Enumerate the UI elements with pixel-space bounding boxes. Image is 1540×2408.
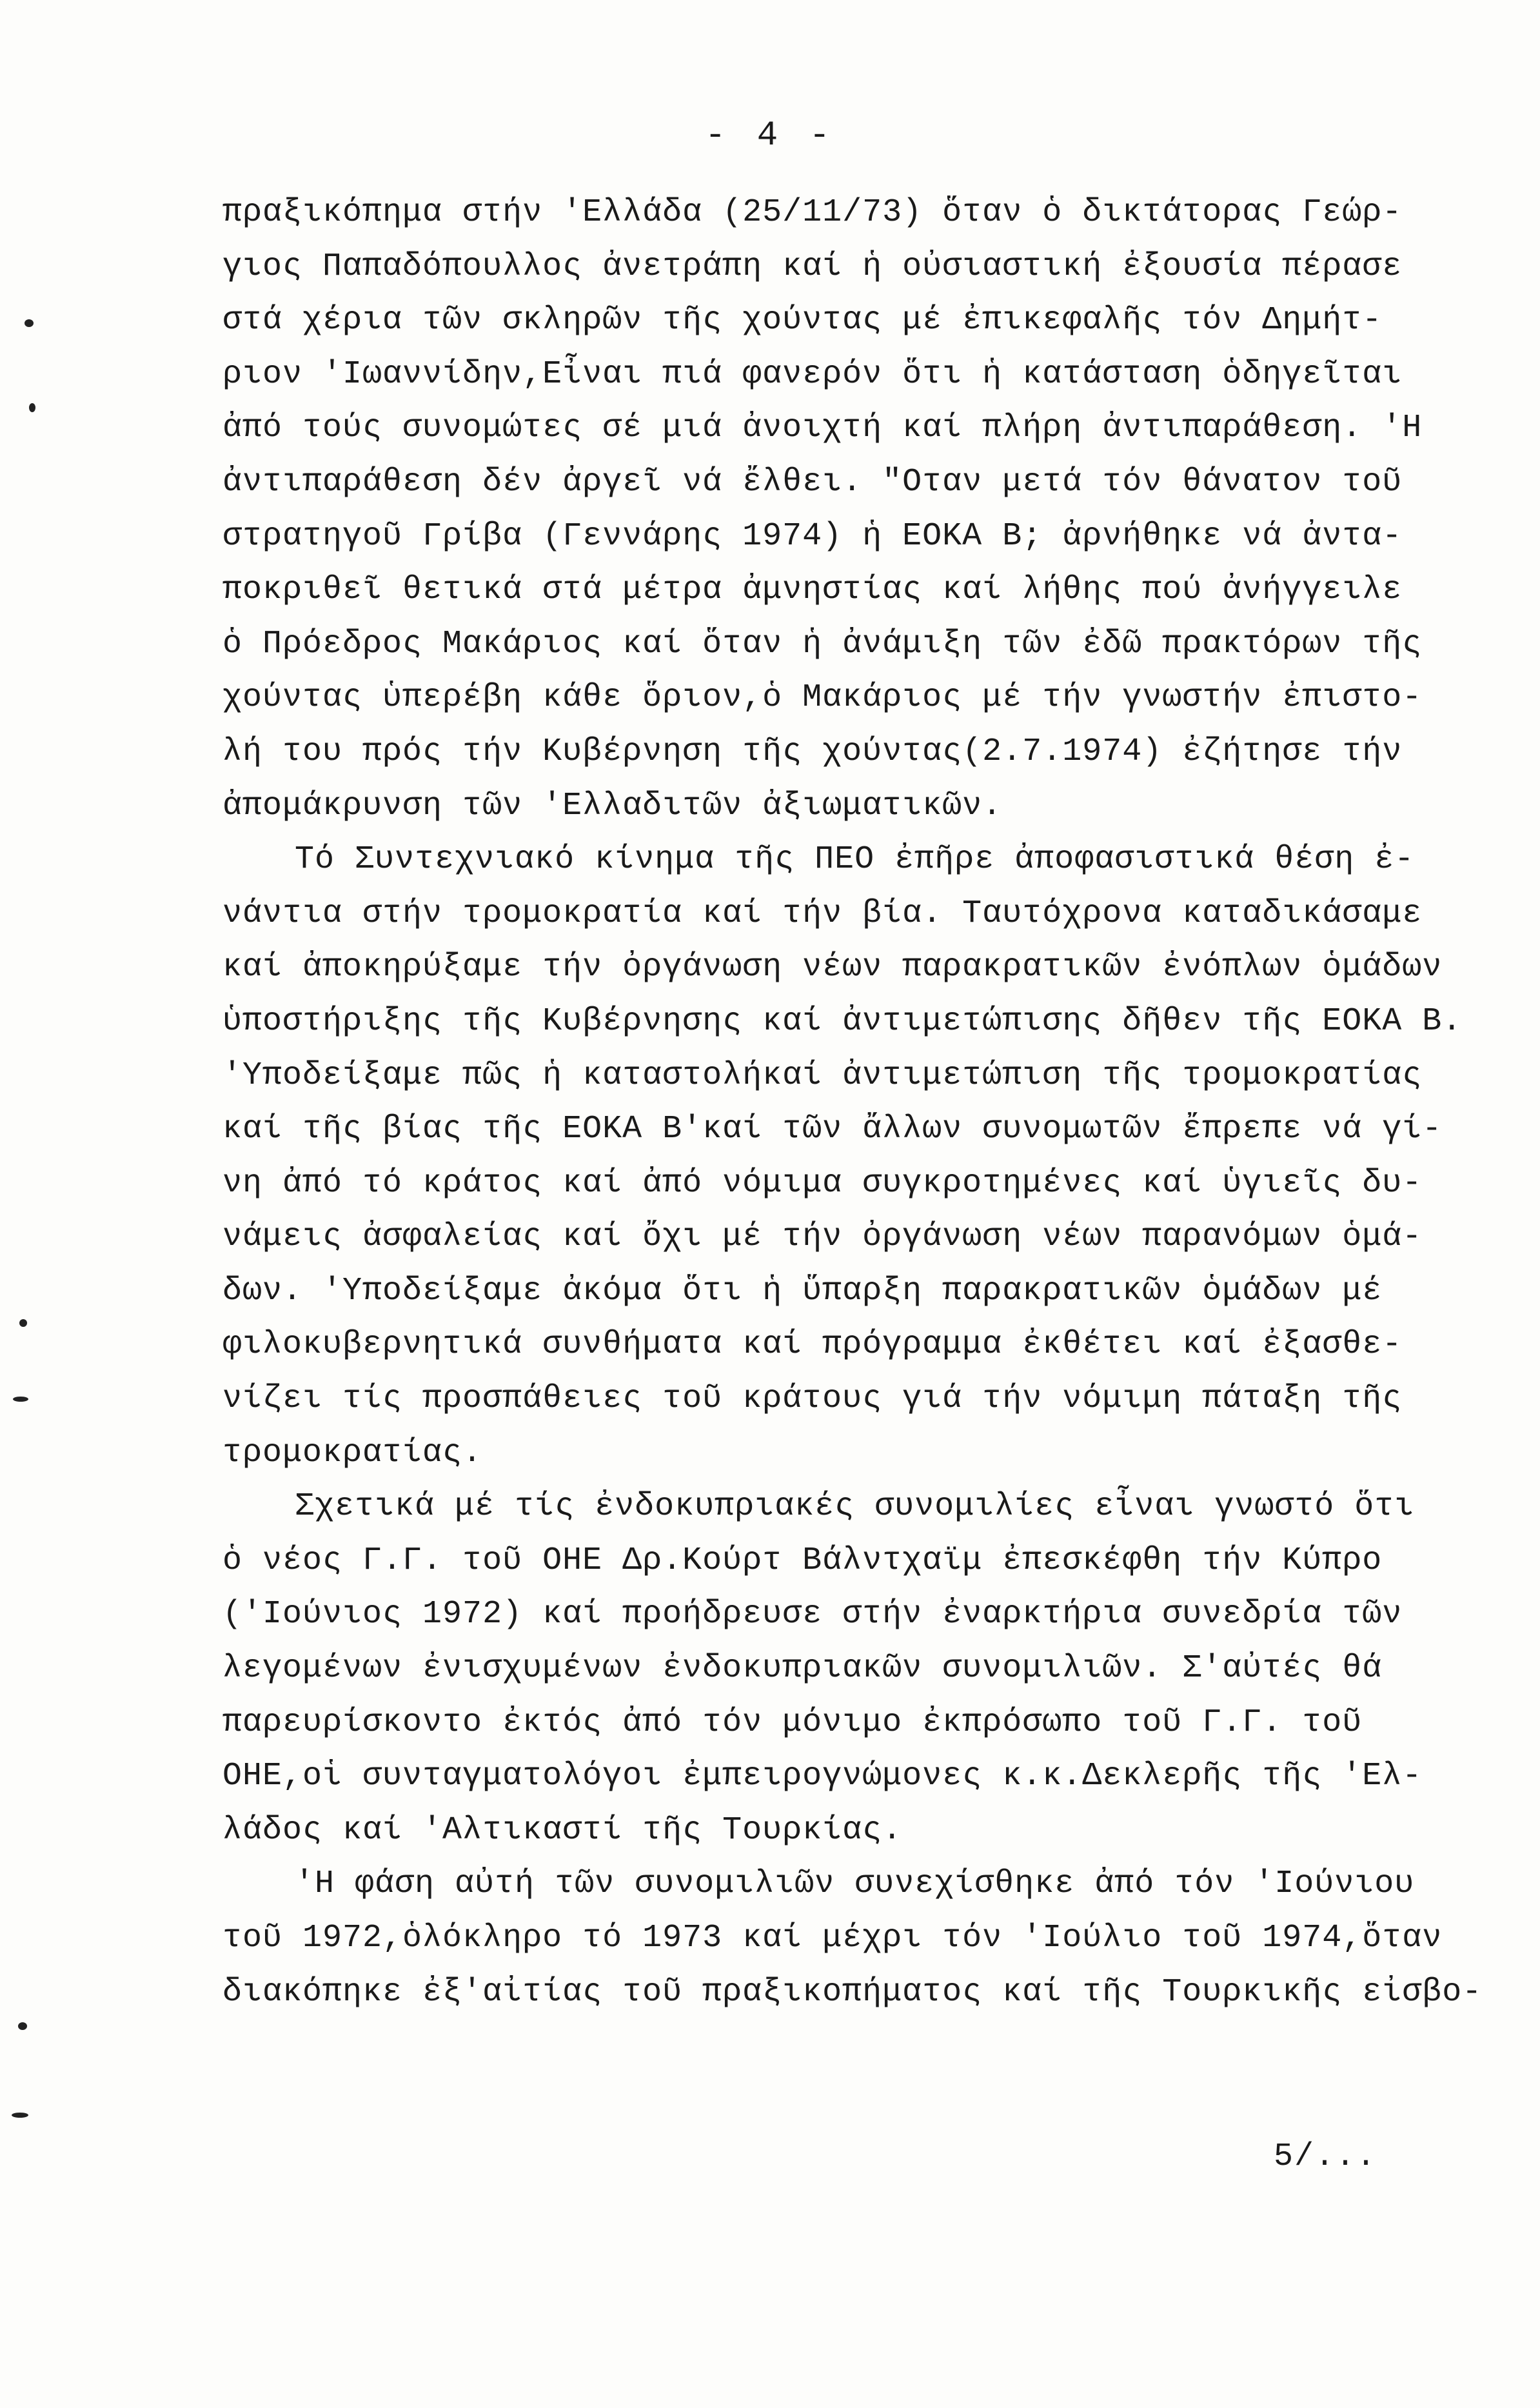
scan-speck	[29, 403, 35, 412]
text-line: ὁ νέος Γ.Γ. τοῦ ΟΗΕ Δρ.Κούρτ Βάλντχαϊμ ἐπεσκέφθη τήν Κύπρο	[222, 1542, 1383, 1579]
text-line: δων. 'Υποδείξαμε ἀκόμα ὅτι ἡ ὕπαρξη παρακρατικῶν ὁμάδων μέ	[222, 1272, 1383, 1309]
text-line: λάδος καί 'Αλτικαστί τῆς Τουρκίας.	[222, 1811, 903, 1849]
paragraph-start-line: Σχετικά μέ τίς ἐνδοκυπριακές συνομιλίες εἶναι γνωστό ὅτι	[295, 1488, 1415, 1526]
text-line: ἀπό τούς συνομώτες σέ μιά ἀνοιχτή καί πλήρη ἀντιπαράθεση. 'Η	[222, 410, 1423, 447]
paragraph-start-line: Τό Συντεχνιακό κίνημα τῆς ΠΕΟ ἐπῆρε ἀποφασιστικά θέση ἐ-	[295, 841, 1415, 879]
text-line: ('Ιούνιος 1972) καί προήδρευσε στήν ἐναρκτήρια συνεδρία τῶν	[222, 1596, 1403, 1633]
text-line: ποκριθεῖ θετικά στά μέτρα ἀμνηστίας καί λήθης πού ἀνήγγειλε	[222, 572, 1403, 609]
text-line: καί τῆς βίας τῆς ΕΟΚΑ Β'καί τῶν ἄλλων συνομωτῶν ἔπρεπε νά γί-	[222, 1111, 1443, 1148]
scan-speck	[19, 1319, 27, 1327]
text-line: 'Υποδείξαμε πῶς ἡ καταστολήκαί ἀντιμετώπιση τῆς τρομοκρατίας	[222, 1057, 1423, 1094]
text-line: χούντας ὑπερέβη κάθε ὅριον,ὁ Μακάριος μέ τήν γνωστήν ἐπιστο-	[222, 679, 1423, 717]
scan-speck	[18, 2022, 27, 2030]
paragraph-start-line: 'Η φάση αὐτή τῶν συνομιλιῶν συνεχίσθηκε ἀπό τόν 'Ιούνιου	[295, 1866, 1415, 1903]
text-line: ριον 'Ιωαννίδην,Εἶναι πιά φανερόν ὅτι ἡ κατάσταση ὁδηγεῖται	[222, 355, 1403, 393]
text-line: γιος Παπαδόπουλλος ἀνετράπη καί ἡ οὐσιαστική ἐξουσία πέρασε	[222, 248, 1403, 285]
continuation-marker: 5/...	[1274, 2138, 1377, 2175]
text-line: ἀντιπαράθεση δέν ἀργεῖ νά ἔλθει. "Οταν μετά τόν θάνατον τοῦ	[222, 463, 1403, 501]
text-line: λή του πρός τήν Κυβέρνηση τῆς χούντας(2.7.1974) ἐζήτησε τήν	[222, 733, 1403, 770]
text-line: νίζει τίς προσπάθειες τοῦ κράτους γιά τήν νόμιμη πάταξη τῆς	[222, 1380, 1403, 1418]
text-line: ἀπομάκρυνση τῶν 'Ελλαδιτῶν ἀξιωματικῶν.	[222, 787, 1003, 824]
page-number: - 4 -	[704, 116, 836, 155]
text-line: τρομοκρατίας.	[222, 1434, 483, 1471]
text-line: στρατηγοῦ Γρίβα (Γεννάρης 1974) ἡ ΕΟΚΑ Β; ἀρνήθηκε νά ἀντα-	[222, 517, 1403, 555]
text-line: νάμεις ἀσφαλείας καί ὄχι μέ τήν ὀργάνωση νέων παρανόμων ὁμά-	[222, 1219, 1423, 1256]
text-line: τοῦ 1972,ὁλόκληρο τό 1973 καί μέχρι τόν 'Ιούλιο τοῦ 1974,ὅταν	[222, 1920, 1443, 1956]
text-line: νάντια στήν τρομοκρατία καί τήν βία. Ταυτόχρονα καταδικάσαμε	[222, 895, 1423, 932]
text-line: ΟΗΕ,οἱ συνταγματολόγοι ἐμπειρογνώμονες κ.κ.Δεκλερῆς τῆς 'Ελ-	[222, 1758, 1423, 1795]
text-line: στά χέρια τῶν σκληρῶν τῆς χούντας μέ ἐπικεφαλῆς τόν Δημήτ-	[222, 302, 1383, 339]
text-line: λεγομένων ἐνισχυμένων ἐνδοκυπριακῶν συνομιλιῶν. Σ'αὐτές θά	[222, 1650, 1383, 1687]
text-line: ὑποστήριξης τῆς Κυβέρνησης καί ἀντιμετώπισης δῆθεν τῆς ΕΟΚΑ Β.	[222, 1002, 1463, 1040]
scan-speck	[13, 1397, 28, 1402]
text-line: πραξικόπημα στήν 'Ελλάδα (25/11/73) ὅταν ὁ δικτάτορας Γεώρ-	[222, 194, 1403, 231]
text-line: φιλοκυβερνητικά συνθήματα καί πρόγραμμα ἐκθέτει καί ἐξασθε-	[222, 1326, 1403, 1364]
text-line: καί ἀποκηρύξαμε τήν ὀργάνωση νέων παρακρατικῶν ἐνόπλων ὁμάδων	[222, 949, 1443, 986]
text-line: διακόπηκε ἐξ'αἰτίας τοῦ πραξικοπήματος καί τῆς Τουρκικῆς εἰσβο-	[222, 1973, 1483, 2011]
text-line: νη ἀπό τό κράτος καί ἀπό νόμιμα συγκροτημένες καί ὑγιεῖς δυ-	[222, 1164, 1423, 1202]
scan-speck	[12, 2113, 28, 2118]
scan-speck	[25, 319, 34, 327]
document-body	[222, 186, 1483, 2019]
text-line: ὁ Πρόεδρος Μακάριος καί ὅταν ἡ ἀνάμιξη τῶν ἐδῶ πρακτόρων τῆς	[222, 625, 1423, 662]
text-line: παρευρίσκοντο ἐκτός ἀπό τόν μόνιμο ἐκπρόσωπο τοῦ Γ.Γ. τοῦ	[222, 1704, 1363, 1741]
